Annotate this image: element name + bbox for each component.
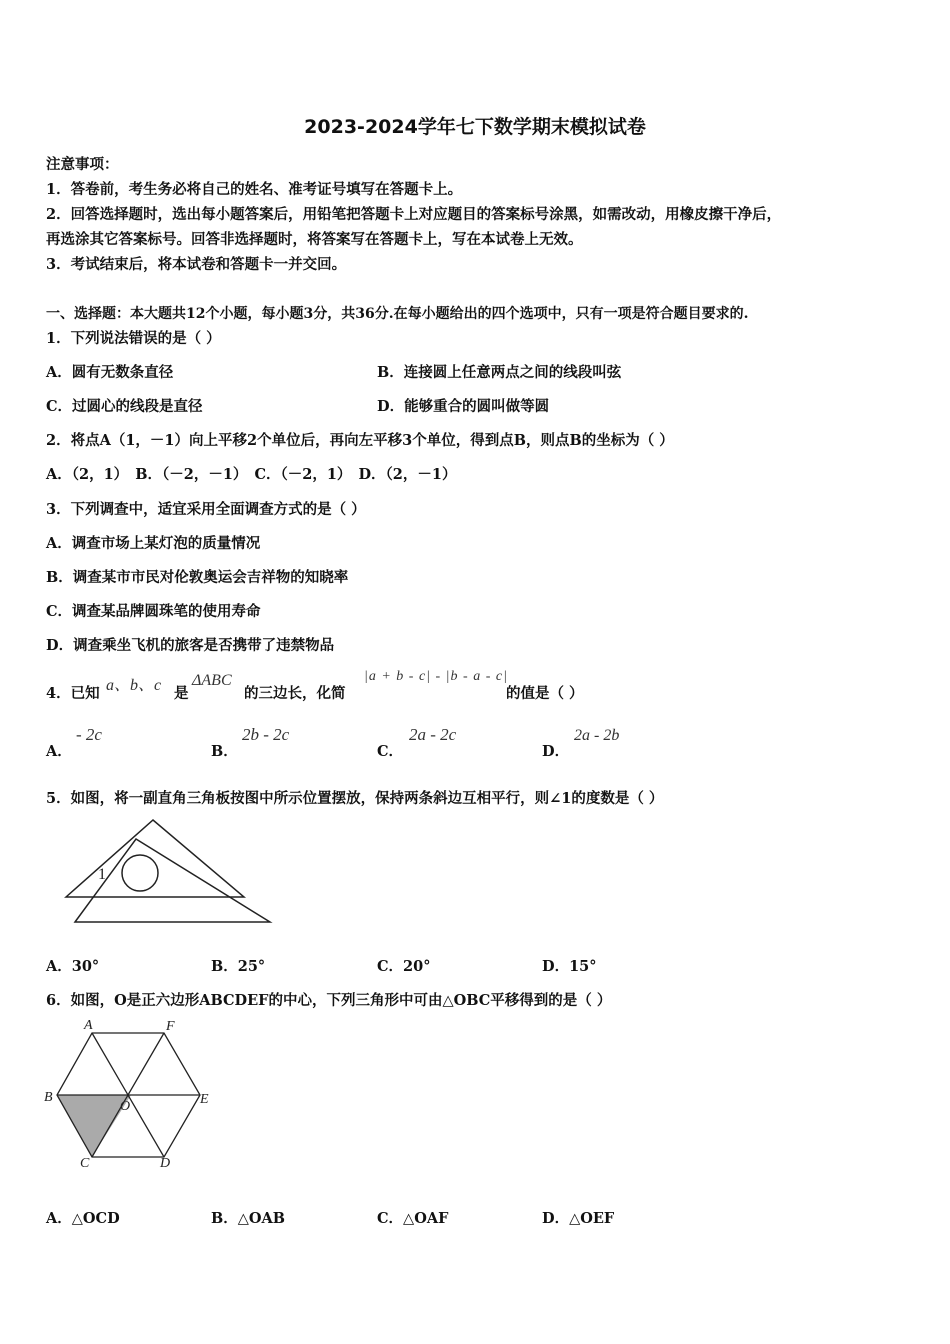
- q6-label-d: D: [160, 1156, 171, 1171]
- q1-option-c[interactable]: C．过圆心的线段是直径: [46, 398, 203, 415]
- q6-label-o: O: [120, 1099, 131, 1114]
- q6-figure: [40, 1015, 220, 1175]
- q3-option-d[interactable]: D．调查乘坐飞机的旅客是否携带了违禁物品: [46, 637, 335, 654]
- q4-mid1: 是: [174, 685, 189, 702]
- q4-option-d-math: 2a - 2b: [574, 727, 620, 744]
- notice-line-2a: 2．回答选择题时，选出每小题答案后，用铅笔把答题卡上对应题目的答案标号涂黑，如需改动，用橡皮擦干净后，: [46, 206, 782, 223]
- q5-figure: [60, 815, 275, 930]
- q4-option-a-math: - 2c: [76, 725, 102, 744]
- section-heading: 一、选择题：本大题共12个小题，每小题3分，共36分.在每小题给出的四个选项中，只有一项是符合题目要求的.: [46, 306, 749, 322]
- q3-option-b[interactable]: B．调查某市市民对伦敦奥运会吉祥物的知晓率: [46, 569, 349, 586]
- q3-option-c[interactable]: C．调查某品牌圆珠笔的使用寿命: [46, 603, 261, 620]
- q1-option-b[interactable]: B．连接圆上任意两点之间的线段叫弦: [377, 364, 622, 381]
- q5-triangle-upper: [66, 820, 244, 897]
- notice-line-2b: 再选涂其它答案标号。回答非选择题时，将答案写在答题卡上，写在本试卷上无效。: [46, 231, 583, 248]
- q3-option-a[interactable]: A．调查市场上某灯泡的质量情况: [46, 535, 261, 552]
- q5-stem: 5．如图，将一副直角三角板按图中所示位置摆放，保持两条斜边互相平行，则∠1的度数是（ ）: [46, 790, 664, 807]
- q4-vars: a、b、c: [106, 677, 162, 694]
- q6-label-b: B: [44, 1090, 53, 1105]
- q4-option-b-label: B．: [211, 743, 238, 760]
- q2-stem: 2．将点A（1，－1）向上平移2个单位后，再向左平移3个单位，得到点B，则点B的坐标为（ ）: [46, 432, 674, 449]
- q6-option-b[interactable]: B．△OAB: [211, 1210, 286, 1227]
- q4-option-c-label: C．: [377, 743, 404, 760]
- q5-circle: [122, 855, 158, 891]
- page-title: 2023-2024学年七下数学期末模拟试卷: [304, 116, 646, 138]
- q1-stem: 1．下列说法错误的是（ ）: [46, 330, 221, 347]
- q1-option-d[interactable]: D．能够重合的圆叫做等圆: [377, 398, 550, 415]
- q4-option-c-math: 2a - 2c: [409, 725, 457, 744]
- q5-option-d[interactable]: D．15°: [542, 958, 597, 975]
- q2-options[interactable]: A．（2，1） B．（－2，－1） C．（－2，1） D．（2，－1）: [46, 466, 457, 483]
- q5-angle-label: 1: [98, 866, 106, 883]
- q6-label-c: C: [80, 1156, 90, 1171]
- notice-line-1: 1．答卷前，考生务必将自己的姓名、准考证号填写在答题卡上。: [46, 181, 463, 198]
- q6-option-d[interactable]: D．△OEF: [542, 1210, 615, 1227]
- notice-heading: 注意事项：: [46, 156, 119, 173]
- notice-line-3: 3．考试结束后，将本试卷和答题卡一并交回。: [46, 256, 347, 273]
- q1-option-a[interactable]: A．圆有无数条直径: [46, 364, 174, 381]
- q4-option-a-label: A．: [46, 743, 72, 760]
- q4-option-d-label: D．: [542, 743, 570, 760]
- q4-expression: |a + b - c| - |b - a - c|: [364, 669, 508, 684]
- q4-mid2: 的三边长，化简: [244, 685, 346, 702]
- q6-label-e: E: [200, 1092, 209, 1107]
- q5-option-c[interactable]: C．20°: [377, 958, 431, 975]
- q6-label-f: F: [166, 1019, 175, 1034]
- q5-option-b[interactable]: B．25°: [211, 958, 266, 975]
- q6-label-a: A: [84, 1018, 93, 1033]
- q4-triangle: ΔABC: [192, 672, 232, 689]
- q4-pre: 4．已知: [46, 685, 100, 702]
- q6-option-a[interactable]: A．△OCD: [46, 1210, 120, 1227]
- q6-option-c[interactable]: C．△OAF: [377, 1210, 449, 1227]
- q4-option-b-math: 2b - 2c: [242, 725, 290, 744]
- q5-option-a[interactable]: A．30°: [46, 958, 100, 975]
- q6-stem: 6．如图，O是正六边形ABCDEF的中心，下列三角形中可由△OBC平移得到的是（ ）: [46, 992, 612, 1009]
- q4-post: 的值是（ ）: [506, 685, 584, 702]
- q3-stem: 3．下列调查中，适宜采用全面调查方式的是（ ）: [46, 501, 366, 518]
